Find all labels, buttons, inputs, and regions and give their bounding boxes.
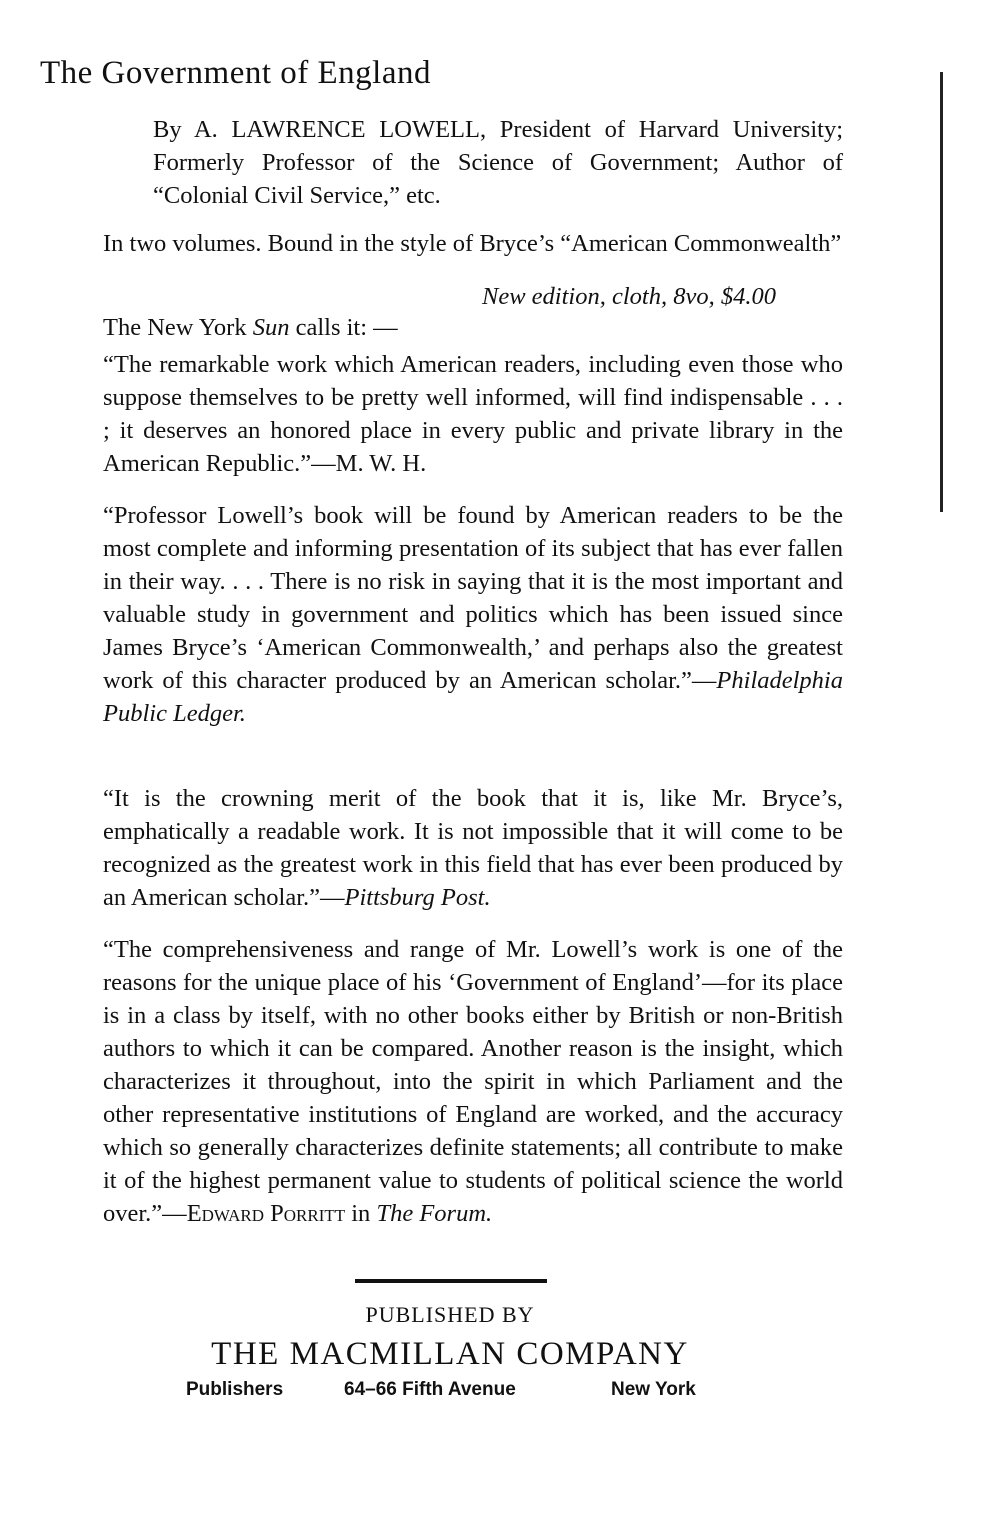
section-divider — [355, 1279, 547, 1283]
review-quote-ledger — [103, 499, 843, 730]
quote-in-word: in — [345, 1200, 377, 1227]
quote-text: “Professor Lowell’s book will be found by American readers to be the most complete and informing presentation of its subject that has ever fallen in their way. . . . There is no risk in saying that it is the most important and valuable study in government and politics which has been issued since James Bryce’s ‘American Commonwealth,’ and perhaps also the greatest work of this character produced by an American scholar.”— — [103, 502, 843, 694]
sun-newspaper-name: Sun — [252, 314, 290, 341]
volumes-note: In two volumes. Bound in the style of Bryce’s “American Commonwealth” — [103, 230, 842, 257]
publisher-name: THE MACMILLAN COMPANY — [211, 1336, 689, 1372]
review-quote-sun — [103, 348, 843, 480]
quote-source: Philadelphia Public Ledger. — [103, 667, 843, 727]
price-line: New edition, cloth, 8vo, $4.00 — [482, 283, 776, 310]
sun-intro — [103, 314, 398, 342]
review-quote-forum — [103, 933, 843, 1230]
review-quote-pittsburg — [103, 782, 843, 914]
quote-reviewer: Edward Porritt — [186, 1200, 346, 1227]
sun-intro-before: The New York — [103, 314, 253, 341]
author-credit: By A. LAWRENCE LOWELL, President of Harvard University; Formerly Professor of the Science of Government; Author of “Colonial Civil Service,” etc. — [153, 116, 843, 209]
quote-text: “It is the crowning merit of the book that it is, like Mr. Bryce’s, emphatically a readable work. It is not impossible that it will come to be recognized as the greatest work in this field that has ever been produced by an American scholar.”— — [103, 785, 843, 911]
publisher-city: New York — [611, 1379, 696, 1400]
quote-text: “The remarkable work which American readers, including even those who suppose themselves to be pretty well informed, will find indispensable . . . ; it deserves an honored place in every public and private library in the American Republic.”—M. W. H. — [103, 351, 843, 477]
book-title: The Government of England — [40, 55, 431, 91]
quote-source: Pittsburg Post. — [344, 884, 491, 911]
quote-text: “The comprehensiveness and range of Mr. Lowell’s work is one of the reasons for the unique place of his ‘Government of England’—for its place is in a class by itself, with no other books either by British or non-British authors to which it can be compared. Another reason is the insight, which characterizes it throughout, into the spirit in which Parliament and the other representative institutions of England are worked, and the accuracy which so generally characterizes definite statements; all contribute to make it of the highest permanent value to students of political science the world over.”— — [103, 936, 843, 1227]
margin-rule — [940, 72, 943, 512]
published-by-label: PUBLISHED BY — [365, 1302, 535, 1327]
publisher-address: 64–66 Fifth Avenue — [344, 1379, 516, 1400]
publishers-label: Publishers — [186, 1379, 284, 1400]
sun-intro-after: calls it: — — [289, 314, 398, 341]
quote-source: The Forum. — [376, 1200, 493, 1227]
